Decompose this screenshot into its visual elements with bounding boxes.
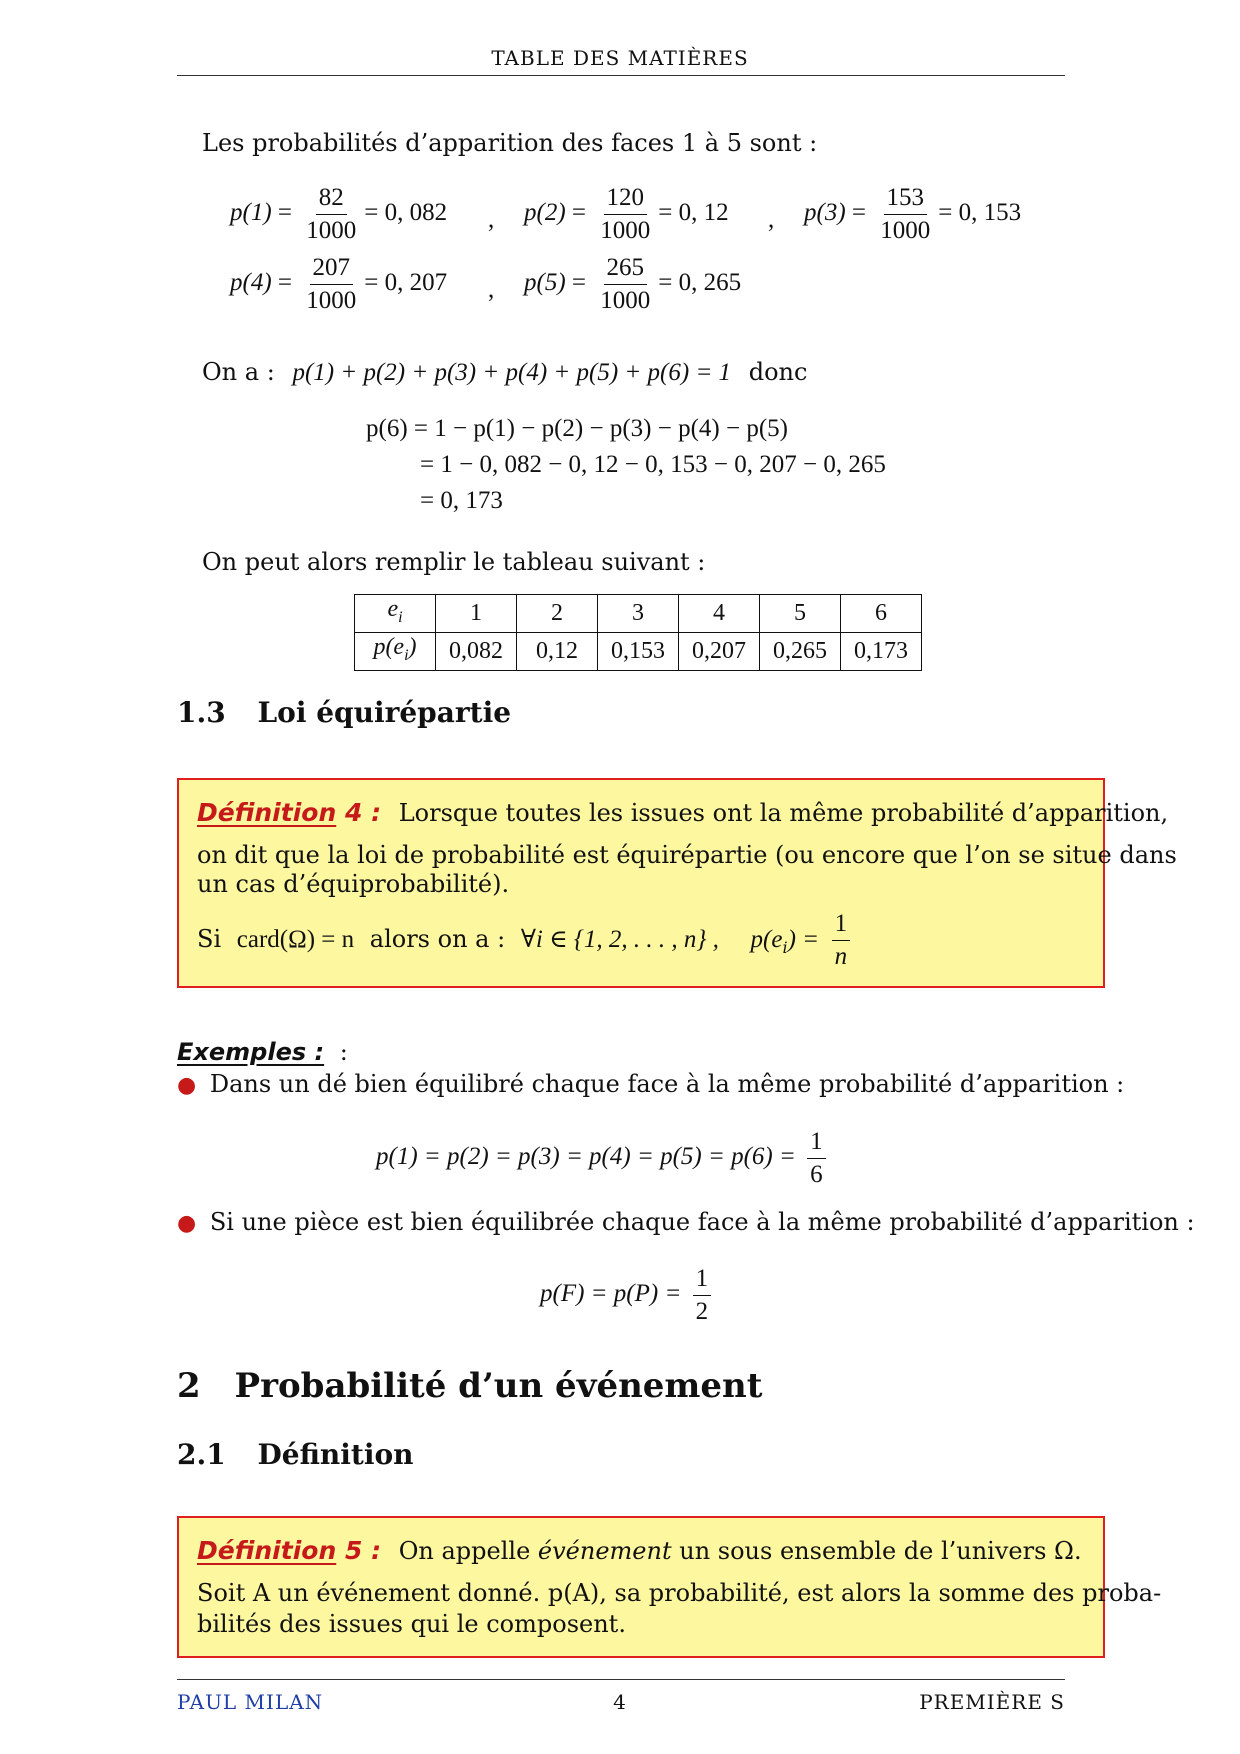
example-1-formula xyxy=(376,1128,831,1189)
comma-sep: , xyxy=(488,206,495,233)
definition-4-line-1 xyxy=(197,798,1168,828)
table-cell: 2 xyxy=(517,595,598,633)
fraction xyxy=(303,184,359,245)
footer-author: PAUL MILAN xyxy=(177,1690,324,1714)
derivation-line-1: p(6) = 1 − p(1) − p(2) − p(3) − p(4) − p(5) xyxy=(366,415,788,442)
definition-4-line-3: un cas d’équiprobabilité). xyxy=(197,870,510,898)
probability-table xyxy=(354,594,922,671)
table-cell: 1 xyxy=(436,595,517,633)
header-rule xyxy=(177,75,1065,76)
formula-card: card(Ω) = n xyxy=(236,926,355,953)
table-head-cell xyxy=(355,595,436,633)
def-word: Définition xyxy=(197,798,337,827)
frac-num: 1 xyxy=(693,1265,712,1296)
bullet-icon: ● xyxy=(177,1073,197,1098)
head-p: p(e xyxy=(373,633,405,660)
definition-5-box xyxy=(177,1516,1162,1658)
formula-mid: alors on a : xyxy=(369,925,506,953)
frac-num: 207 xyxy=(310,254,354,285)
definition-4-formula xyxy=(197,910,855,971)
frac-value: 0, 12 xyxy=(678,199,729,227)
fraction xyxy=(693,1265,712,1326)
frac-label: p(3) xyxy=(804,199,846,227)
example-2 xyxy=(177,1207,1195,1239)
sum-line xyxy=(202,357,807,388)
fraction xyxy=(303,254,359,315)
head-e: e xyxy=(387,596,399,622)
table-row xyxy=(355,632,922,670)
def-word: Définition xyxy=(197,1536,337,1565)
frac-den: 1000 xyxy=(306,287,357,314)
section-heading-1-3 xyxy=(177,696,511,729)
definition-4-line-2: on dit que la loi de probabilité est équirépartie (ou encore que l’on se situe dans xyxy=(197,841,1177,869)
definition-5-label xyxy=(197,1536,381,1565)
table-cell: 0,082 xyxy=(436,632,517,670)
formula-p: p(e xyxy=(750,926,783,953)
example-1-text: Dans un dé bien équilibré chaque face à la même probabilité d’apparition : xyxy=(209,1070,1125,1098)
frac-label: p(1) xyxy=(230,199,272,227)
frac-num: 1 xyxy=(832,910,851,941)
fraction-p3: p(3) = $\frac{153}{1000}$ = 0, 153 xyxy=(804,184,1022,244)
def-text-b: un sous ensemble de l’univers Ω. xyxy=(679,1537,1082,1565)
table-cell: 5 xyxy=(760,595,841,633)
sum-prefix: On a : xyxy=(202,358,275,386)
formula-text: p(1) = p(2) = p(3) = p(4) = p(5) = p(6) = xyxy=(376,1143,796,1171)
frac-den: 1000 xyxy=(600,217,651,244)
derivation-line-3: = 0, 173 xyxy=(420,487,503,514)
sum-suffix: donc xyxy=(748,358,808,386)
table-head-cell xyxy=(355,632,436,670)
formula-sub: i xyxy=(782,937,788,957)
frac-value: 0, 082 xyxy=(384,199,448,227)
table-cell: 0,207 xyxy=(679,632,760,670)
head-close: ) xyxy=(408,633,417,660)
section-title: Loi équirépartie xyxy=(257,696,512,729)
fraction-p2: p(2) = $\frac{120}{1000}$ = 0, 12 xyxy=(524,184,729,244)
example-2-text: Si une pièce est bien équilibrée chaque face à la même probabilité d’apparition : xyxy=(209,1208,1195,1236)
comma-sep: , xyxy=(488,276,495,303)
head-sub: i xyxy=(398,608,403,626)
examples-heading xyxy=(177,1037,348,1067)
fraction-p4: p(4) = $\frac{207}{1000}$ = 0, 207 xyxy=(230,254,448,314)
definition-5-line-3: bilités des issues qui le composent. xyxy=(197,1610,626,1638)
section-number: 1.3 xyxy=(177,696,226,729)
page-number: 4 xyxy=(613,1690,627,1714)
frac-value: 0, 265 xyxy=(678,269,742,297)
fraction xyxy=(807,1128,826,1189)
section-number: 2.1 xyxy=(177,1438,226,1471)
sum-equation: p(1) + p(2) + p(3) + p(4) + p(5) + p(6) = 1 xyxy=(292,359,732,386)
def-text: Lorsque toutes les issues ont la même probabilité d’apparition, xyxy=(398,799,1169,827)
head-sub: i xyxy=(404,646,409,664)
def-num: 4 : xyxy=(344,798,382,827)
frac-den: n xyxy=(834,943,848,970)
examples-colon: : xyxy=(339,1038,348,1066)
frac-value: 0, 207 xyxy=(384,269,448,297)
definition-5-line-1 xyxy=(197,1536,1082,1566)
frac-den: 6 xyxy=(810,1161,823,1188)
frac-label: p(5) xyxy=(524,269,566,297)
fraction xyxy=(597,184,653,245)
table-cell: 0,173 xyxy=(841,632,922,670)
table-cell: 0,153 xyxy=(598,632,679,670)
footer-level: PREMIÈRE S xyxy=(919,1690,1065,1714)
fraction xyxy=(877,184,933,245)
frac-num: 120 xyxy=(604,184,648,215)
table-row xyxy=(355,595,922,633)
frac-num: 1 xyxy=(807,1128,826,1159)
intro-text: Les probabilités d’apparition des faces 1 à 5 sont : xyxy=(202,129,818,157)
bullet-icon: ● xyxy=(177,1211,197,1236)
formula-forall: ∀i ∈ {1, 2, . . . , n} , xyxy=(520,926,719,953)
definition-4-box xyxy=(177,778,1177,988)
example-1 xyxy=(177,1069,1124,1101)
frac-den: 1000 xyxy=(306,217,357,244)
table-cell: 3 xyxy=(598,595,679,633)
fraction xyxy=(597,254,653,315)
frac-value: 0, 153 xyxy=(958,199,1022,227)
derivation-line-2: = 1 − 0, 082 − 0, 12 − 0, 153 − 0, 207 − 0, 265 xyxy=(420,451,886,478)
frac-den: 1000 xyxy=(880,217,931,244)
section-title: Définition xyxy=(257,1438,414,1471)
formula-text: p(F) = p(P) = xyxy=(540,1280,682,1308)
table-cell: 4 xyxy=(679,595,760,633)
section-heading-2 xyxy=(177,1366,762,1406)
frac-den: 1000 xyxy=(600,287,651,314)
table-cell: 6 xyxy=(841,595,922,633)
frac-num: 265 xyxy=(604,254,648,285)
table-intro: On peut alors remplir le tableau suivant : xyxy=(202,548,706,576)
definition-5-line-2: Soit A un événement donné. p(A), sa probabilité, est alors la somme des proba- xyxy=(197,1579,1162,1607)
frac-label: p(2) xyxy=(524,199,566,227)
formula-prefix: Si xyxy=(197,925,222,953)
frac-den: 2 xyxy=(695,1298,709,1325)
comma-sep: , xyxy=(768,206,775,233)
footer-rule xyxy=(177,1679,1065,1680)
fraction xyxy=(832,910,851,971)
fraction-p1: p(1) = $\frac{82}{1000}$ = 0, 082 xyxy=(230,184,448,244)
fraction-p5: p(5) = $\frac{265}{1000}$ = 0, 265 xyxy=(524,254,742,314)
running-header: TABLE DES MATIÈRES xyxy=(491,46,749,70)
frac-num: 153 xyxy=(884,184,928,215)
frac-num: 82 xyxy=(316,184,347,215)
section-number: 2 xyxy=(177,1366,201,1406)
section-title: Probabilité d’un événement xyxy=(234,1366,763,1406)
formula-end: ) = xyxy=(787,926,820,953)
table-cell: 0,265 xyxy=(760,632,841,670)
section-heading-2-1 xyxy=(177,1438,414,1471)
definition-4-label xyxy=(197,798,381,827)
examples-label: Exemples : xyxy=(177,1038,325,1066)
frac-label: p(4) xyxy=(230,269,272,297)
example-2-formula xyxy=(540,1265,716,1326)
def-text-a: On appelle xyxy=(398,1537,531,1565)
table-cell: 0,12 xyxy=(517,632,598,670)
def-text-em: événement xyxy=(537,1537,672,1565)
def-num: 5 : xyxy=(344,1536,382,1565)
